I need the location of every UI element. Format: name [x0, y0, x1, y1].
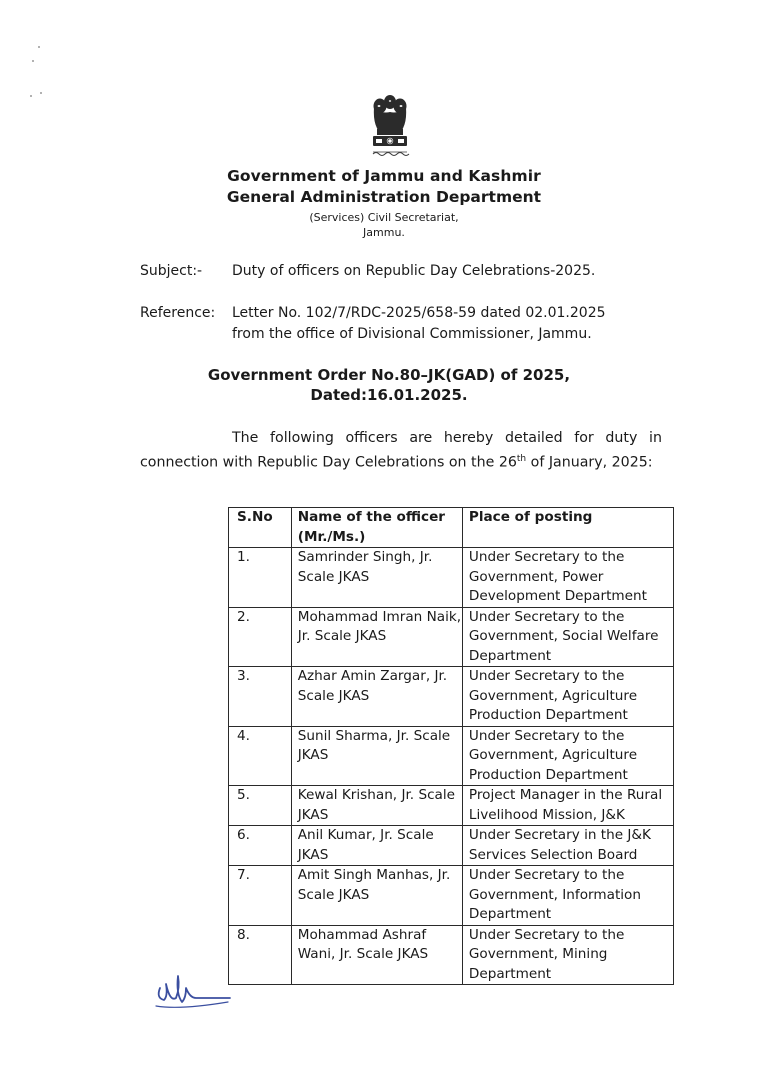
cell-officer-name: Mohammad Imran Naik, Jr. Scale JKAS	[291, 607, 462, 667]
table-row	[229, 607, 674, 667]
table-row	[229, 925, 674, 985]
reference-line-2: from the office of Divisional Commissioner, Jammu.	[232, 326, 592, 342]
header-officer-name: Name of the officer (Mr./Ms.)	[291, 508, 462, 548]
cell-sno: 5.	[229, 786, 292, 826]
cell-officer-name: Azhar Amin Zargar, Jr. Scale JKAS	[291, 667, 462, 727]
cell-sno: 8.	[229, 925, 292, 985]
table-header-row	[229, 508, 674, 548]
scan-speck	[32, 60, 34, 62]
header-sno: S.No	[229, 508, 292, 548]
officers-table	[228, 507, 674, 985]
reference-line-1: Letter No. 102/7/RDC-2025/658-59 dated 02.01.2025	[232, 305, 606, 321]
table-row	[229, 786, 674, 826]
cell-sno: 6.	[229, 826, 292, 866]
cell-place-of-posting: Project Manager in the Rural Livelihood Mission, J&K	[462, 786, 673, 826]
cell-officer-name: Samrinder Singh, Jr. Scale JKAS	[291, 548, 462, 608]
cell-place-of-posting: Under Secretary to the Government, Agriculture Production Department	[462, 726, 673, 786]
national-emblem-icon	[365, 92, 415, 164]
cell-place-of-posting: Under Secretary to the Government, Power Development Department	[462, 548, 673, 608]
scan-speck	[38, 46, 40, 48]
scan-speck	[30, 95, 32, 97]
office-city: Jammu.	[363, 226, 405, 239]
table-row	[229, 726, 674, 786]
handwritten-signature	[150, 958, 240, 1018]
cell-place-of-posting: Under Secretary to the Government, Mining Department	[462, 925, 673, 985]
scan-speck	[40, 92, 42, 94]
order-number: Government Order No.80–JK(GAD) of 2025,	[207, 366, 571, 384]
cell-officer-name: Sunil Sharma, Jr. Scale JKAS	[291, 726, 462, 786]
cell-sno: 7.	[229, 866, 292, 926]
cell-sno: 2.	[229, 607, 292, 667]
reference-label: Reference:	[140, 305, 216, 321]
cell-place-of-posting: Under Secretary to the Government, Agriculture Production Department	[462, 667, 673, 727]
government-title: Government of Jammu and Kashmir	[227, 167, 541, 185]
table-row	[229, 866, 674, 926]
cell-officer-name: Anil Kumar, Jr. Scale JKAS	[291, 826, 462, 866]
table-row	[229, 826, 674, 866]
cell-place-of-posting: Under Secretary to the Government, Information Department	[462, 866, 673, 926]
cell-sno: 3.	[229, 667, 292, 727]
order-paragraph	[140, 428, 662, 474]
paragraph-text-end: of January, 2025:	[526, 454, 653, 471]
cell-officer-name: Amit Singh Manhas, Jr. Scale JKAS	[291, 866, 462, 926]
subject-label: Subject:-	[140, 263, 203, 279]
paragraph-superscript: th	[516, 454, 527, 464]
cell-sno: 1.	[229, 548, 292, 608]
department-name: General Administration Department	[226, 188, 542, 206]
cell-sno: 4.	[229, 726, 292, 786]
cell-place-of-posting: Under Secretary in the J&K Services Selection Board	[462, 826, 673, 866]
header-place-of-posting: Place of posting	[462, 508, 673, 548]
office-name: (Services) Civil Secretariat,	[309, 211, 459, 224]
table-row	[229, 548, 674, 608]
cell-officer-name: Kewal Krishan, Jr. Scale JKAS	[291, 786, 462, 826]
subject-text: Duty of officers on Republic Day Celebrations-2025.	[232, 263, 596, 279]
cell-officer-name: Mohammad Ashraf Wani, Jr. Scale JKAS	[291, 925, 462, 985]
order-date: Dated:16.01.2025.	[310, 386, 468, 404]
cell-place-of-posting: Under Secretary to the Government, Social Welfare Department	[462, 607, 673, 667]
table-row	[229, 667, 674, 727]
paragraph-text: The following officers are hereby detailed for duty in connection with Republic Day Celebrations on the 26	[140, 430, 662, 471]
